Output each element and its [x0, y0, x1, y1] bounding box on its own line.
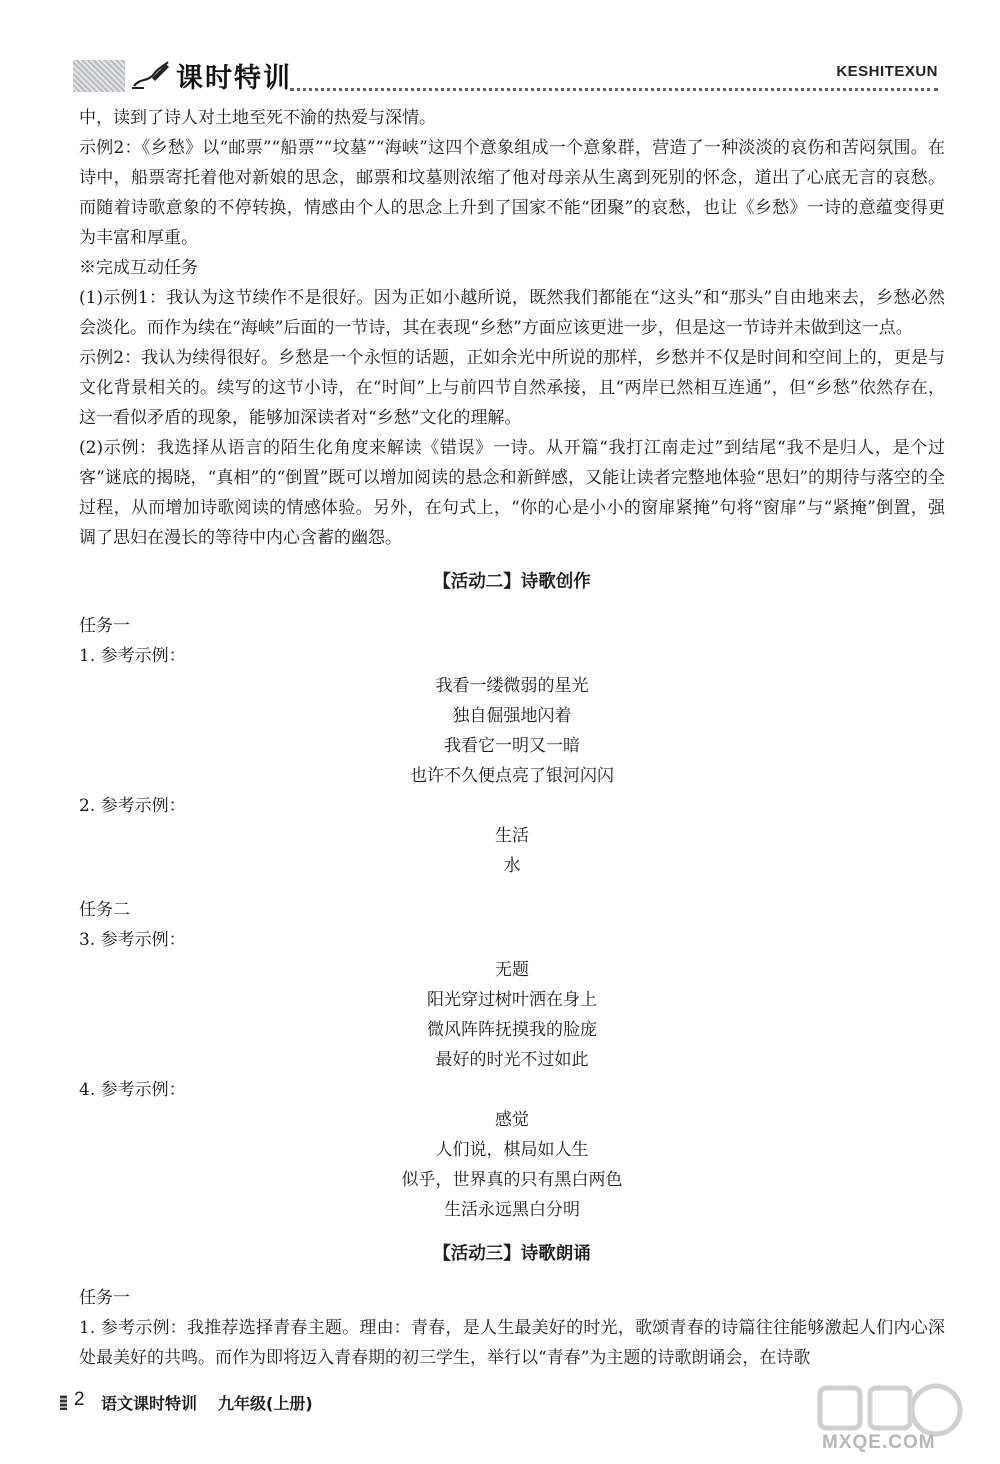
section-heading-activity-2: 【活动二】诗歌创作 — [433, 572, 591, 592]
header-title: 课时特训 — [176, 63, 292, 94]
poem-line: 微风阵阵抚摸我的脸庞 — [427, 1020, 597, 1040]
task-label: 任务一 — [79, 1288, 130, 1308]
paragraph: (2)示例：我选择从语言的陌生化角度来解读《错误》一诗。从开篇“我打江南走过”到结尾“我不是归人，是个过客”谜底的揭晓，“真相”的“倒置”既可以增加阅读的悬念和新鲜感，又能让读者完整地体验“思妇”的期待与落空的全过程，从而增加诗歌阅读的情感体验。另外，在句式上，“你的心是小小的窗扉紧掩”句将“窗扉”与“紧掩”倒置，强调了思妇在漫长的等待中内心含蓄的幽怨。 — [79, 438, 945, 548]
header-divider — [290, 88, 938, 91]
poem-line: 阳光穿过树叶洒在身上 — [427, 990, 597, 1010]
poem-line: 独自倔强地闪着 — [452, 706, 572, 726]
poem-line: 似乎，世界真的只有黑白两色 — [401, 1170, 623, 1190]
page-number: 2 — [74, 1389, 85, 1410]
poem-line: 水 — [503, 856, 521, 876]
pen-writing-icon — [130, 58, 172, 92]
poem-line: 人们说，棋局如人生 — [435, 1140, 589, 1160]
paragraph: 示例2：我认为续得很好。乡愁是一个永恒的话题，正如余光中所说的那样，乡愁并不仅是时间和空间上的，更是与文化背景相关的。续写的这节小诗，在“时间”上与前四节自然承接，且“两岸已然相互连通”，但“乡愁”依然存在，这一看似矛盾的现象，能够加深读者对“乡愁”文化的理解。 — [79, 348, 945, 428]
question-label: 1. 参考示例： — [79, 646, 186, 666]
poem-title: 无题 — [495, 960, 529, 980]
poem-line: 生活永远黑白分明 — [444, 1200, 580, 1220]
poem-line: 最好的时光不过如此 — [435, 1050, 589, 1070]
header-texture-icon — [73, 60, 125, 92]
footer-marker-icon — [60, 1395, 67, 1410]
poem-line: 我看它一明又一暗 — [444, 736, 580, 756]
poem-line: 我看一缕微弱的星光 — [435, 676, 589, 696]
footer-book-title: 语文课时特训 — [101, 1394, 198, 1413]
section-heading-activity-3: 【活动三】诗歌朗诵 — [433, 1244, 591, 1264]
poem-line: 生活 — [495, 826, 529, 846]
paragraph: 中，读到了诗人对土地至死不渝的热爱与深情。 — [79, 108, 436, 128]
footer-grade: 九年级(上册) — [218, 1394, 313, 1413]
paragraph: 1. 参考示例：我推荐选择青春主题。理由：青春，是人生最美好的时光，歌颂青春的诗篇往往能够激起人们内心深处最美好的共鸣。而作为即将迈入青春期的初三学生，举行以“青春”为主题的诗歌朗诵会，在诗歌 — [79, 1318, 945, 1368]
task-label: 任务二 — [79, 900, 130, 920]
paragraph: ※完成互动任务 — [79, 258, 198, 278]
poem-line: 也许不久便点亮了银河闪闪 — [410, 766, 614, 786]
watermark-text: MXQE.COM — [822, 1432, 936, 1453]
task-label: 任务一 — [79, 616, 130, 636]
poem-title: 感觉 — [495, 1110, 529, 1130]
question-label: 2. 参考示例： — [79, 796, 186, 816]
question-label: 3. 参考示例： — [79, 930, 186, 950]
paragraph: 示例2：《乡愁》以“邮票”“船票”“坟墓”“海峡”这四个意象组成一个意象群，营造了一种淡淡的哀伤和苦闷氛围。在诗中，船票寄托着他对新娘的思念，邮票和坟墓则浓缩了他对母亲从生离到死别的怀念，道出了心底无言的哀愁。而随着诗歌意象的不停转换，情感由个人的思念上升到了国家不能“团聚”的哀愁，也让《乡愁》一诗的意蕴变得更为丰富和厚重。 — [79, 138, 945, 248]
header-brand: KESHITEXUN — [836, 63, 938, 80]
question-label: 4. 参考示例： — [79, 1080, 186, 1100]
paragraph: (1)示例1：我认为这节续作不是很好。因为正如小越所说，既然我们都能在“这头”和“那头”自由地来去，乡愁必然会淡化。而作为续在“海峡”后面的一节诗，其在表现“乡愁”方面应该更进一步，但是这一节诗并未做到这一点。 — [79, 288, 945, 338]
answer-content — [79, 103, 945, 1373]
